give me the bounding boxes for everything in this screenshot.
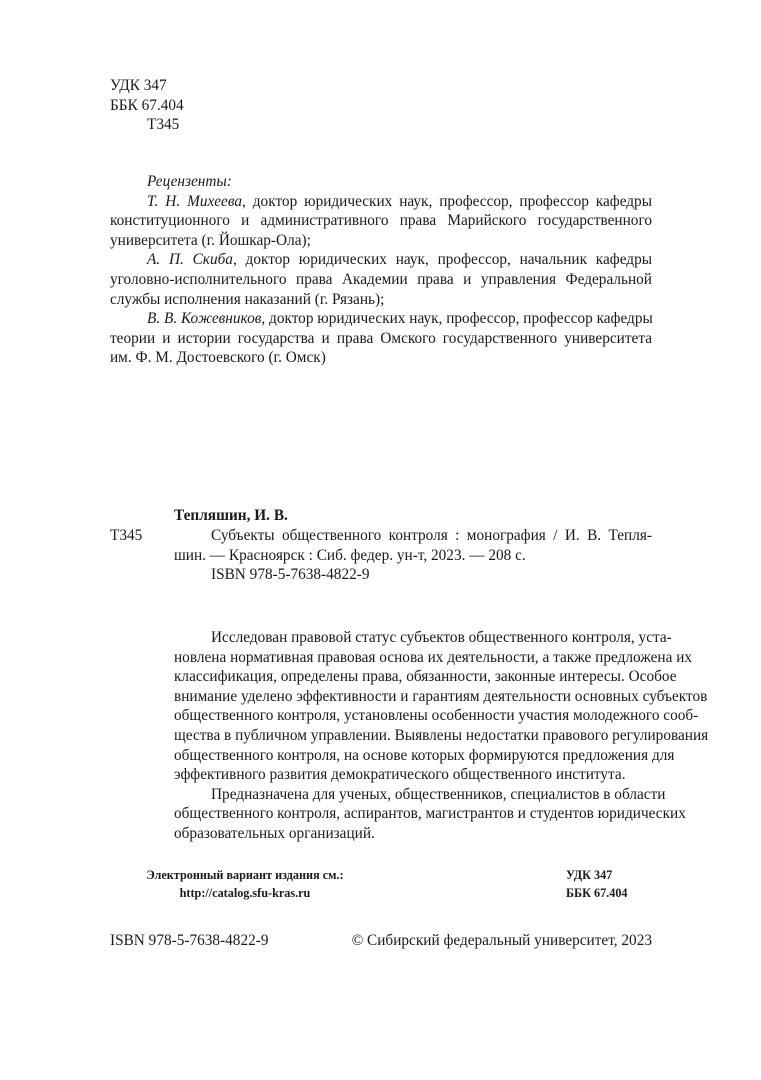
annotation-line: щества в публичном управлении. Выявлены недостатки правового регулирования xyxy=(174,726,709,744)
annotation-line: Исследован правовой статус субъектов общественного контроля, уста- xyxy=(211,629,672,646)
electronic-version xyxy=(120,866,370,902)
reviewer-line: теории и истории государства и права Омского государственного университета xyxy=(110,329,652,347)
reviewer-line: службы исполнения наказаний (г. Рязань); xyxy=(110,290,385,308)
reviewers-block xyxy=(110,172,652,368)
reviewer-line: Т. Н. Михеева, доктор юридических наук, профессор, профессор кафедры xyxy=(147,192,652,210)
annotation-line: общественного контроля, на основе которых формируются предложения для xyxy=(174,746,675,764)
annotation xyxy=(174,628,709,844)
footer-udk: УДК 347 xyxy=(566,868,613,882)
classification-block xyxy=(110,76,184,135)
bibliographic-mark: Т345 xyxy=(110,527,143,544)
footer-bbk: ББК 67.404 xyxy=(566,886,628,900)
reviewer-line: университета (г. Йошкар-Ола); xyxy=(110,231,311,249)
annotation-line: Предназначена для ученых, общественников, специалистов в области xyxy=(211,785,666,803)
author-mark: Т345 xyxy=(147,116,180,134)
annotation-line: эффективного развития демократического общественного института. xyxy=(174,766,626,784)
reviewers-heading: Рецензенты: xyxy=(147,173,232,190)
reviewer-line: А. П. Скиба, доктор юридических наук, профессор, начальник кафедры xyxy=(147,251,652,269)
footer-isbn: ISBN 978-5-7638-4822-9 xyxy=(110,932,269,949)
udk-code: УДК 347 xyxy=(110,77,167,94)
bibliographic-line: Субъекты общественного контроля : монография / И. В. Тепля- xyxy=(211,527,652,544)
reviewer-line: им. Ф. М. Достоевского (г. Омск) xyxy=(110,349,326,367)
author-heading: Тепляшин, И. В. xyxy=(174,507,288,524)
annotation-line: общественного контроля, установлены особенности участия молодежного сооб- xyxy=(174,707,699,725)
annotation-line: классификация, определены права, обязанности, законные интересы. Особое xyxy=(174,668,677,686)
copyright: © Сибирский федеральный университет, 2023 xyxy=(351,932,652,949)
annotation-line: общественного контроля, аспирантов, магистрантов и студентов юридических xyxy=(174,805,686,823)
reviewer-line: уголовно-исполнительного права Академии права и управления Федеральной xyxy=(110,270,652,288)
reviewer-line: конституционного и административного права Марийского государственного xyxy=(110,212,652,230)
catalog-link[interactable]: http://catalog.sfu-kras.ru xyxy=(179,886,311,900)
reviewer-line: В. В. Кожевников, доктор юридических наук, профессор, профессор кафедры xyxy=(147,310,653,328)
annotation-line: внимание уделено эффективности и гарантиям деятельности основных субъектов xyxy=(174,687,708,705)
electronic-label: Электронный вариант издания см.: xyxy=(146,868,344,882)
annotation-line: образовательных организаций. xyxy=(174,824,375,842)
bibliographic-record xyxy=(174,526,652,585)
annotation-line: новлена нормативная правовая основа их деятельности, а также предложена их xyxy=(174,648,693,666)
bibliographic-line: шин. — Красноярск : Сиб. федер. ун-т, 2023. — 208 с. xyxy=(174,546,526,564)
footer-classification xyxy=(566,866,628,902)
bbk-code: ББК 67.404 xyxy=(110,96,184,114)
bibliographic-isbn: ISBN 978-5-7638-4822-9 xyxy=(211,566,370,584)
